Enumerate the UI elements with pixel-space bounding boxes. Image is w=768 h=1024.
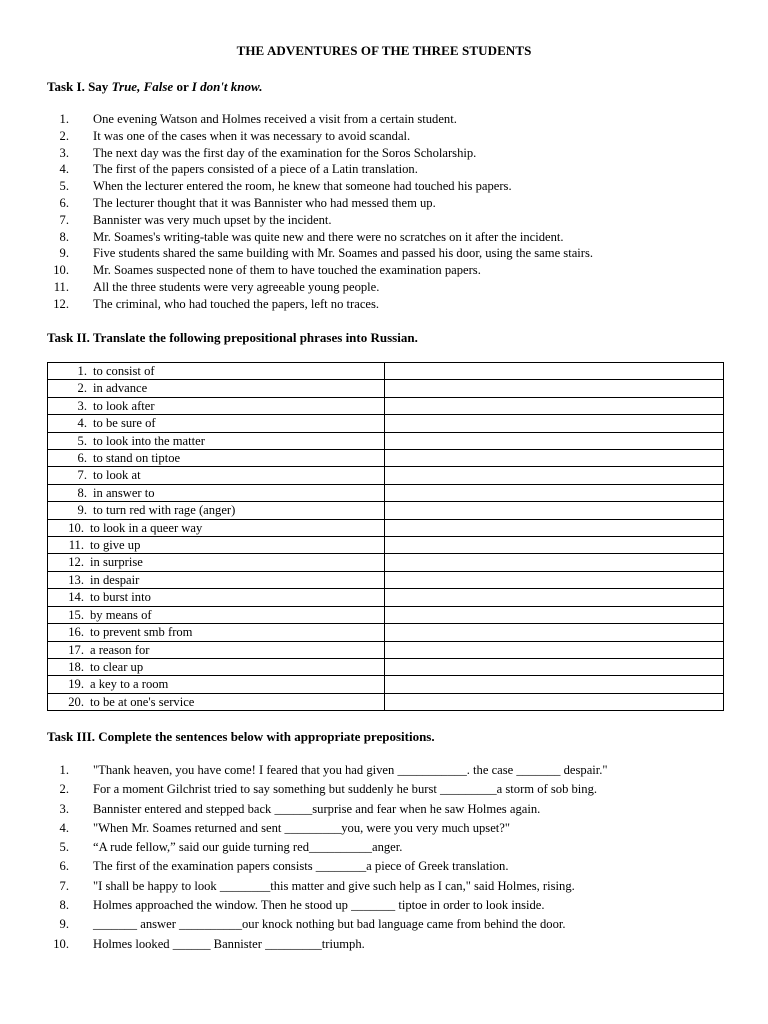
statement-text: The lecturer thought that it was Bannister who had messed them up. bbox=[93, 195, 436, 210]
row-number: 14. bbox=[68, 590, 84, 605]
list-item bbox=[47, 178, 512, 195]
statement-text: When the lecturer entered the room, he knew that someone had touched his papers. bbox=[93, 179, 512, 194]
item-number: 9. bbox=[59, 917, 69, 932]
task1-connector: or bbox=[173, 79, 192, 94]
translation-cell[interactable] bbox=[385, 571, 724, 588]
sentence-text: Bannister entered and stepped back ______surprise and fear when he saw Holmes again. bbox=[93, 801, 541, 816]
translation-table bbox=[47, 362, 724, 711]
phrase-text: to prevent smb from bbox=[90, 625, 193, 640]
list-item bbox=[47, 915, 566, 934]
list-item bbox=[47, 838, 403, 857]
table-row bbox=[48, 502, 724, 519]
translation-cell[interactable] bbox=[385, 537, 724, 554]
statement-text: The next day was the first day of the examination for the Soros Scholarship. bbox=[93, 145, 477, 160]
phrase-text: to clear up bbox=[90, 659, 144, 674]
item-number: 7. bbox=[59, 212, 69, 227]
table-row bbox=[48, 450, 724, 467]
sentence-text: “A rude fellow,” said our guide turning red__________anger. bbox=[93, 840, 403, 855]
task1-statement-list bbox=[47, 111, 594, 313]
row-number: 7. bbox=[77, 468, 87, 483]
table-row bbox=[48, 537, 724, 554]
row-number: 1. bbox=[77, 364, 87, 378]
row-number: 18. bbox=[68, 659, 84, 674]
row-number: 16. bbox=[68, 625, 84, 640]
task1-option-dontknow: I don't know. bbox=[191, 79, 263, 94]
translation-cell[interactable] bbox=[385, 624, 724, 641]
list-item bbox=[47, 161, 418, 178]
item-number: 10. bbox=[53, 263, 69, 278]
row-number: 13. bbox=[68, 572, 84, 587]
phrase-cell bbox=[48, 606, 385, 623]
phrase-cell bbox=[48, 658, 385, 675]
item-number: 1. bbox=[59, 763, 69, 777]
table-row bbox=[48, 484, 724, 501]
phrase-cell bbox=[48, 693, 385, 710]
row-number: 15. bbox=[68, 607, 84, 622]
table-row bbox=[48, 467, 724, 484]
item-number: 9. bbox=[59, 246, 69, 261]
item-number: 2. bbox=[59, 128, 69, 143]
phrase-text: a reason for bbox=[90, 642, 150, 657]
row-number: 11. bbox=[68, 538, 84, 553]
phrase-cell bbox=[48, 484, 385, 501]
translation-cell[interactable] bbox=[385, 380, 724, 397]
statement-text: Five students shared the same building with Mr. Soames and passed his door, using the same stairs. bbox=[93, 246, 594, 261]
phrase-text: to turn red with rage (anger) bbox=[93, 503, 236, 518]
task3-heading: Task III. Complete the sentences below with appropriate prepositions. bbox=[47, 729, 435, 744]
list-item bbox=[47, 128, 411, 145]
translation-cell[interactable] bbox=[385, 693, 724, 710]
translation-cell[interactable] bbox=[385, 554, 724, 571]
row-number: 12. bbox=[68, 555, 84, 570]
statement-text: The first of the papers consisted of a piece of a Latin translation. bbox=[93, 162, 418, 177]
translation-cell[interactable] bbox=[385, 641, 724, 658]
sentence-text: Holmes approached the window. Then he stood up _______ tiptoe in order to look inside. bbox=[93, 898, 545, 913]
row-number: 19. bbox=[68, 677, 84, 692]
sentence-text: The first of the examination papers consists ________a piece of Greek translation. bbox=[93, 859, 509, 874]
task1-option-false: False bbox=[143, 79, 174, 94]
phrase-text: to look in a queer way bbox=[90, 520, 203, 535]
phrase-text: to consist of bbox=[93, 364, 155, 378]
table-row bbox=[48, 554, 724, 571]
row-number: 20. bbox=[68, 694, 84, 709]
phrase-cell bbox=[48, 519, 385, 536]
phrase-cell bbox=[48, 589, 385, 606]
statement-text: Mr. Soames's writing-table was quite new and there were no scratches on it after the incident. bbox=[93, 229, 564, 244]
item-number: 5. bbox=[59, 840, 69, 855]
list-item bbox=[47, 229, 564, 246]
item-number: 6. bbox=[59, 195, 69, 210]
phrase-text: to stand on tiptoe bbox=[93, 451, 181, 466]
phrase-text: to look after bbox=[93, 398, 155, 413]
sentence-text: "Thank heaven, you have come! I feared that you had given ___________. the case _______ despair." bbox=[93, 763, 608, 777]
translation-cell[interactable] bbox=[385, 363, 724, 380]
item-number: 1. bbox=[59, 112, 69, 126]
translation-cell[interactable] bbox=[385, 589, 724, 606]
row-number: 4. bbox=[77, 416, 87, 431]
translation-cell[interactable] bbox=[385, 432, 724, 449]
phrase-text: in advance bbox=[93, 381, 148, 396]
table-row bbox=[48, 624, 724, 641]
item-number: 5. bbox=[59, 179, 69, 194]
list-item bbox=[47, 896, 545, 915]
item-number: 3. bbox=[59, 801, 69, 816]
phrase-cell bbox=[48, 554, 385, 571]
phrase-cell bbox=[48, 571, 385, 588]
item-number: 6. bbox=[59, 859, 69, 874]
item-number: 2. bbox=[59, 782, 69, 797]
phrase-cell bbox=[48, 397, 385, 414]
phrase-cell bbox=[48, 363, 385, 380]
item-number: 11. bbox=[53, 279, 69, 294]
item-number: 4. bbox=[59, 820, 69, 835]
phrase-cell bbox=[48, 537, 385, 554]
document-title: THE ADVENTURES OF THE THREE STUDENTS bbox=[236, 43, 532, 58]
table-row bbox=[48, 415, 724, 432]
phrase-cell bbox=[48, 432, 385, 449]
phrase-text: by means of bbox=[90, 607, 152, 622]
phrase-cell bbox=[48, 502, 385, 519]
list-item bbox=[47, 262, 481, 279]
statement-text: Bannister was very much upset by the incident. bbox=[93, 212, 332, 227]
translation-cell[interactable] bbox=[385, 519, 724, 536]
translation-cell[interactable] bbox=[385, 397, 724, 414]
list-item bbox=[47, 780, 598, 799]
row-number: 5. bbox=[77, 433, 87, 448]
phrase-cell bbox=[48, 415, 385, 432]
phrase-text: in answer to bbox=[93, 485, 155, 500]
translation-cell[interactable] bbox=[385, 676, 724, 693]
list-item bbox=[47, 195, 436, 212]
list-item bbox=[47, 877, 575, 896]
statement-text: All the three students were very agreeable young people. bbox=[93, 279, 380, 294]
table-row bbox=[48, 658, 724, 675]
row-number: 9. bbox=[77, 503, 87, 518]
list-item bbox=[47, 761, 608, 780]
item-number: 3. bbox=[59, 145, 69, 160]
phrase-text: to be sure of bbox=[93, 416, 156, 431]
translation-cell[interactable] bbox=[385, 502, 724, 519]
table-row bbox=[48, 676, 724, 693]
item-number: 4. bbox=[59, 162, 69, 177]
phrase-text: to burst into bbox=[90, 590, 151, 605]
list-item bbox=[47, 212, 332, 229]
sentence-text: "When Mr. Soames returned and sent _________you, were you very much upset?" bbox=[93, 820, 511, 835]
table-row bbox=[48, 589, 724, 606]
phrase-text: a key to a room bbox=[90, 677, 169, 692]
phrase-text: to look at bbox=[93, 468, 141, 483]
sentence-text: "I shall be happy to look ________this matter and give such help as I can," said Holmes, rising. bbox=[93, 878, 575, 893]
item-number: 7. bbox=[59, 878, 69, 893]
item-number: 10. bbox=[53, 936, 69, 951]
row-number: 17. bbox=[68, 642, 84, 657]
item-number: 12. bbox=[53, 296, 69, 311]
translation-cell[interactable] bbox=[385, 606, 724, 623]
translation-cell[interactable] bbox=[385, 484, 724, 501]
list-item bbox=[47, 857, 509, 876]
task1-label: Task I. Say bbox=[47, 79, 112, 94]
row-number: 2. bbox=[77, 381, 87, 396]
translation-cell[interactable] bbox=[385, 415, 724, 432]
phrase-text: to look into the matter bbox=[93, 433, 205, 448]
table-row bbox=[48, 693, 724, 710]
table-row bbox=[48, 519, 724, 536]
phrase-cell bbox=[48, 676, 385, 693]
table-row bbox=[48, 380, 724, 397]
task3-sentence-list bbox=[47, 761, 608, 954]
phrase-cell bbox=[48, 641, 385, 658]
item-number: 8. bbox=[59, 229, 69, 244]
list-item bbox=[47, 245, 594, 262]
phrase-cell bbox=[48, 450, 385, 467]
table-row bbox=[48, 397, 724, 414]
row-number: 8. bbox=[77, 485, 87, 500]
translation-cell[interactable] bbox=[385, 467, 724, 484]
phrase-text: to give up bbox=[90, 538, 141, 553]
task2-heading: Task II. Translate the following prepositional phrases into Russian. bbox=[47, 330, 418, 345]
sentence-text: For a moment Gilchrist tried to say something but suddenly he burst _________a storm of sob bing. bbox=[93, 782, 598, 797]
list-item bbox=[47, 935, 365, 954]
list-item bbox=[47, 111, 457, 128]
item-number: 8. bbox=[59, 898, 69, 913]
table-row bbox=[48, 641, 724, 658]
sentence-text: Holmes looked ______ Bannister _________triumph. bbox=[93, 936, 365, 951]
task1-heading bbox=[47, 79, 262, 95]
sentence-text: _______ answer __________our knock nothing but bad language came from behind the door. bbox=[93, 917, 566, 932]
statement-text: It was one of the cases when it was necessary to avoid scandal. bbox=[93, 128, 411, 143]
list-item bbox=[47, 819, 511, 838]
phrase-cell bbox=[48, 380, 385, 397]
table-row bbox=[48, 432, 724, 449]
table-row bbox=[48, 363, 724, 380]
row-number: 6. bbox=[77, 451, 87, 466]
phrase-text: in despair bbox=[90, 572, 140, 587]
phrase-cell bbox=[48, 467, 385, 484]
table-row bbox=[48, 606, 724, 623]
translation-cell[interactable] bbox=[385, 658, 724, 675]
statement-text: One evening Watson and Holmes received a visit from a certain student. bbox=[93, 112, 457, 126]
translation-cell[interactable] bbox=[385, 450, 724, 467]
task1-option-true: True, bbox=[111, 79, 141, 94]
statement-text: The criminal, who had touched the papers, left no traces. bbox=[93, 296, 380, 311]
row-number: 3. bbox=[77, 398, 87, 413]
list-item bbox=[47, 145, 477, 162]
phrase-text: in surprise bbox=[90, 555, 143, 570]
list-item bbox=[47, 279, 380, 296]
list-item bbox=[47, 296, 380, 313]
statement-text: Mr. Soames suspected none of them to have touched the examination papers. bbox=[93, 263, 481, 278]
list-item bbox=[47, 800, 541, 819]
phrase-cell bbox=[48, 624, 385, 641]
phrase-text: to be at one's service bbox=[90, 694, 195, 709]
table-row bbox=[48, 571, 724, 588]
row-number: 10. bbox=[68, 520, 84, 535]
